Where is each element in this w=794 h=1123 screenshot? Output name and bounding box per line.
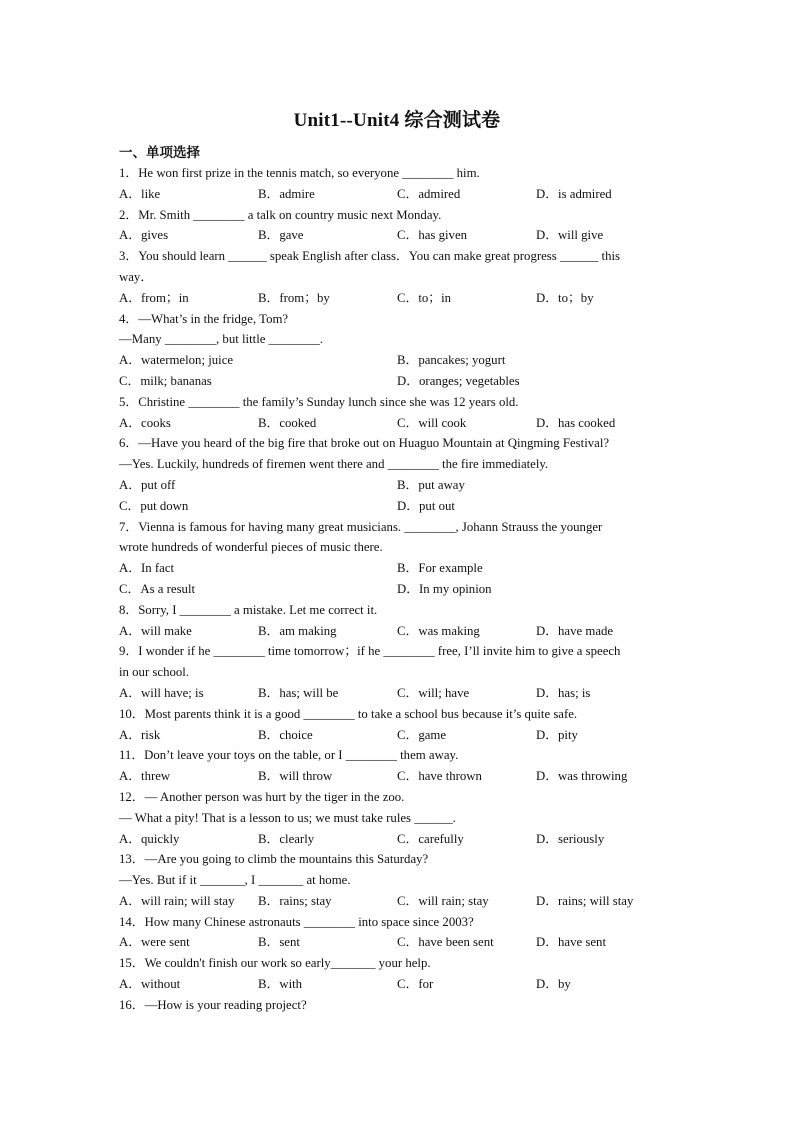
answer-option[interactable]: B．rains; stay xyxy=(258,893,332,908)
question-15 xyxy=(119,953,675,995)
options-row xyxy=(119,496,675,517)
question-text: 6．—Have you heard of the big fire that broke out on Huaguo Mountain at Qingming Festival? xyxy=(119,436,610,451)
options-row xyxy=(119,725,675,746)
question-text: 1．He won first prize in the tennis match, so everyone ________ him. xyxy=(119,166,480,180)
question-text: 3．You should learn ______ speak English after class．You can make great progress ______ this xyxy=(119,249,621,264)
question-text: way． xyxy=(119,269,154,284)
answer-option[interactable]: A．watermelon; juice xyxy=(119,353,234,368)
answer-option[interactable]: C．have thrown xyxy=(397,769,482,784)
answer-option[interactable]: B．sent xyxy=(258,935,300,950)
options-row xyxy=(119,683,675,704)
options-row xyxy=(119,766,675,787)
answer-option[interactable]: D．has cooked xyxy=(536,415,616,430)
exam-page xyxy=(119,105,675,1016)
answer-option[interactable]: C．As a result xyxy=(119,581,196,596)
answer-option[interactable]: B．cooked xyxy=(258,415,317,430)
answer-option[interactable]: A．will have; is xyxy=(119,685,204,700)
question-text: —Yes. But if it _______, I _______ at home. xyxy=(119,873,351,888)
question-list xyxy=(119,163,675,1016)
answer-option[interactable]: B．put away xyxy=(397,477,465,492)
question-16 xyxy=(119,995,675,1016)
question-text: wrote hundreds of wonderful pieces of music there. xyxy=(119,540,383,555)
answer-option[interactable]: A．from；in xyxy=(119,290,189,305)
question-text: 7．Vienna is famous for having many great musicians. ________, Johann Strauss the younger xyxy=(119,519,603,534)
question-text: 14．How many Chinese astronauts ________ into space since 2003? xyxy=(119,914,474,929)
section-heading: 一、单项选择 xyxy=(119,145,200,160)
answer-option[interactable]: C．will rain; stay xyxy=(397,893,489,908)
options-row xyxy=(119,225,675,246)
options-row xyxy=(119,974,675,995)
answer-option[interactable]: D．has; is xyxy=(536,685,591,700)
answer-option[interactable]: C．was making xyxy=(397,623,480,638)
question-14 xyxy=(119,912,675,954)
answer-option[interactable]: B．clearly xyxy=(258,831,315,846)
answer-option[interactable]: B．choice xyxy=(258,727,313,742)
answer-option[interactable]: C．has given xyxy=(397,228,468,243)
question-9 xyxy=(119,641,675,703)
answer-option[interactable]: C．put down xyxy=(119,498,189,513)
answer-option[interactable]: C．game xyxy=(397,727,447,742)
options-row xyxy=(119,371,675,392)
answer-option[interactable]: C．will cook xyxy=(397,415,467,430)
answer-option[interactable]: D．oranges; vegetables xyxy=(397,373,520,388)
answer-option[interactable]: C．to；in xyxy=(397,290,452,305)
answer-option[interactable]: C．carefully xyxy=(397,831,464,846)
question-text: 10．Most parents think it is a good ________ to take a school bus because it’s quite safe. xyxy=(119,706,578,721)
options-row xyxy=(119,184,675,205)
question-text: — What a pity! That is a lesson to us; we must take rules ______. xyxy=(119,810,456,825)
answer-option[interactable]: A．risk xyxy=(119,727,161,742)
answer-option[interactable]: A．without xyxy=(119,977,181,992)
answer-option[interactable]: D．is admired xyxy=(536,186,612,201)
question-5 xyxy=(119,392,675,434)
answer-option[interactable]: B．will throw xyxy=(258,769,333,784)
answer-option[interactable]: B．admire xyxy=(258,186,315,201)
answer-option[interactable]: D．will give xyxy=(536,228,604,243)
question-text: —Yes. Luckily, hundreds of firemen went there and ________ the fire immediately. xyxy=(119,457,549,472)
options-row xyxy=(119,288,675,309)
options-row xyxy=(119,891,675,912)
answer-option[interactable]: C．for xyxy=(397,977,434,992)
answer-option[interactable]: B．gave xyxy=(258,228,304,243)
answer-option[interactable]: D．rains; will stay xyxy=(536,893,634,908)
question-text: 9．I wonder if he ________ time tomorrow；if he ________ free, I’ll invite him to give a speech xyxy=(119,644,621,659)
page-title: Unit1--Unit4 综合测试卷 xyxy=(293,110,501,131)
answer-option[interactable]: A．threw xyxy=(119,769,171,784)
answer-option[interactable]: A．will make xyxy=(119,623,192,638)
options-row xyxy=(119,932,675,953)
answer-option[interactable]: B．For example xyxy=(397,561,483,576)
answer-option[interactable]: C．admired xyxy=(397,186,461,201)
answer-option[interactable]: B．with xyxy=(258,977,303,992)
options-row xyxy=(119,475,675,496)
answer-option[interactable]: A．were sent xyxy=(119,935,190,950)
question-6 xyxy=(119,433,675,516)
answer-option[interactable]: B．from；by xyxy=(258,290,330,305)
options-row xyxy=(119,413,675,434)
answer-option[interactable]: A．gives xyxy=(119,228,169,243)
answer-option[interactable]: D．by xyxy=(536,977,571,992)
question-12 xyxy=(119,787,675,849)
question-text: 13．—Are you going to climb the mountains this Saturday? xyxy=(119,852,429,867)
options-row xyxy=(119,579,675,600)
answer-option[interactable]: B．has; will be xyxy=(258,685,339,700)
answer-option[interactable]: A．quickly xyxy=(119,831,180,846)
question-text: 15．We couldn't finish our work so early_______ your help. xyxy=(119,956,431,971)
answer-option[interactable]: A．put off xyxy=(119,477,176,492)
question-2 xyxy=(119,205,675,247)
question-text: in our school. xyxy=(119,665,190,680)
options-row xyxy=(119,558,675,579)
answer-option[interactable]: B．am making xyxy=(258,623,337,638)
question-1 xyxy=(119,163,675,205)
question-4 xyxy=(119,309,675,392)
question-11 xyxy=(119,745,675,787)
answer-option[interactable]: C．milk; bananas xyxy=(119,373,212,388)
question-text: 11．Don’t leave your toys on the table, or I ________ them away. xyxy=(119,748,459,763)
answer-option[interactable]: A．will rain; will stay xyxy=(119,893,235,908)
question-text: 4．—What’s in the fridge, Tom? xyxy=(119,311,289,326)
options-row xyxy=(119,621,675,642)
question-text: —Many ________, but little ________. xyxy=(119,332,324,347)
question-3 xyxy=(119,246,675,308)
options-row xyxy=(119,829,675,850)
question-13 xyxy=(119,849,675,911)
answer-option[interactable]: A．cooks xyxy=(119,415,171,430)
question-text: 2．Mr. Smith ________ a talk on country music next Monday. xyxy=(119,207,442,222)
answer-option[interactable]: A．like xyxy=(119,186,161,201)
answer-option[interactable]: D．was throwing xyxy=(536,769,628,784)
answer-option[interactable]: D．have sent xyxy=(536,935,607,950)
answer-option[interactable]: D．pity xyxy=(536,727,578,742)
question-text: 16．—How is your reading project? xyxy=(119,997,307,1012)
question-text: 12．— Another person was hurt by the tiger in the zoo. xyxy=(119,789,405,804)
answer-option[interactable]: D．to；by xyxy=(536,290,594,305)
options-row xyxy=(119,350,675,371)
question-text: 8．Sorry, I ________ a mistake. Let me correct it. xyxy=(119,602,378,617)
answer-option[interactable]: D．put out xyxy=(397,498,455,513)
question-7 xyxy=(119,517,675,600)
answer-option[interactable]: D．have made xyxy=(536,623,614,638)
question-10 xyxy=(119,704,675,746)
question-8 xyxy=(119,600,675,642)
answer-option[interactable]: A．In fact xyxy=(119,561,175,576)
answer-option[interactable]: D．In my opinion xyxy=(397,581,492,596)
answer-option[interactable]: C．will; have xyxy=(397,685,470,700)
answer-option[interactable]: B．pancakes; yogurt xyxy=(397,353,506,368)
question-text: 5．Christine ________ the family’s Sunday lunch since she was 12 years old. xyxy=(119,394,519,409)
answer-option[interactable]: D．seriously xyxy=(536,831,605,846)
answer-option[interactable]: C．have been sent xyxy=(397,935,494,950)
